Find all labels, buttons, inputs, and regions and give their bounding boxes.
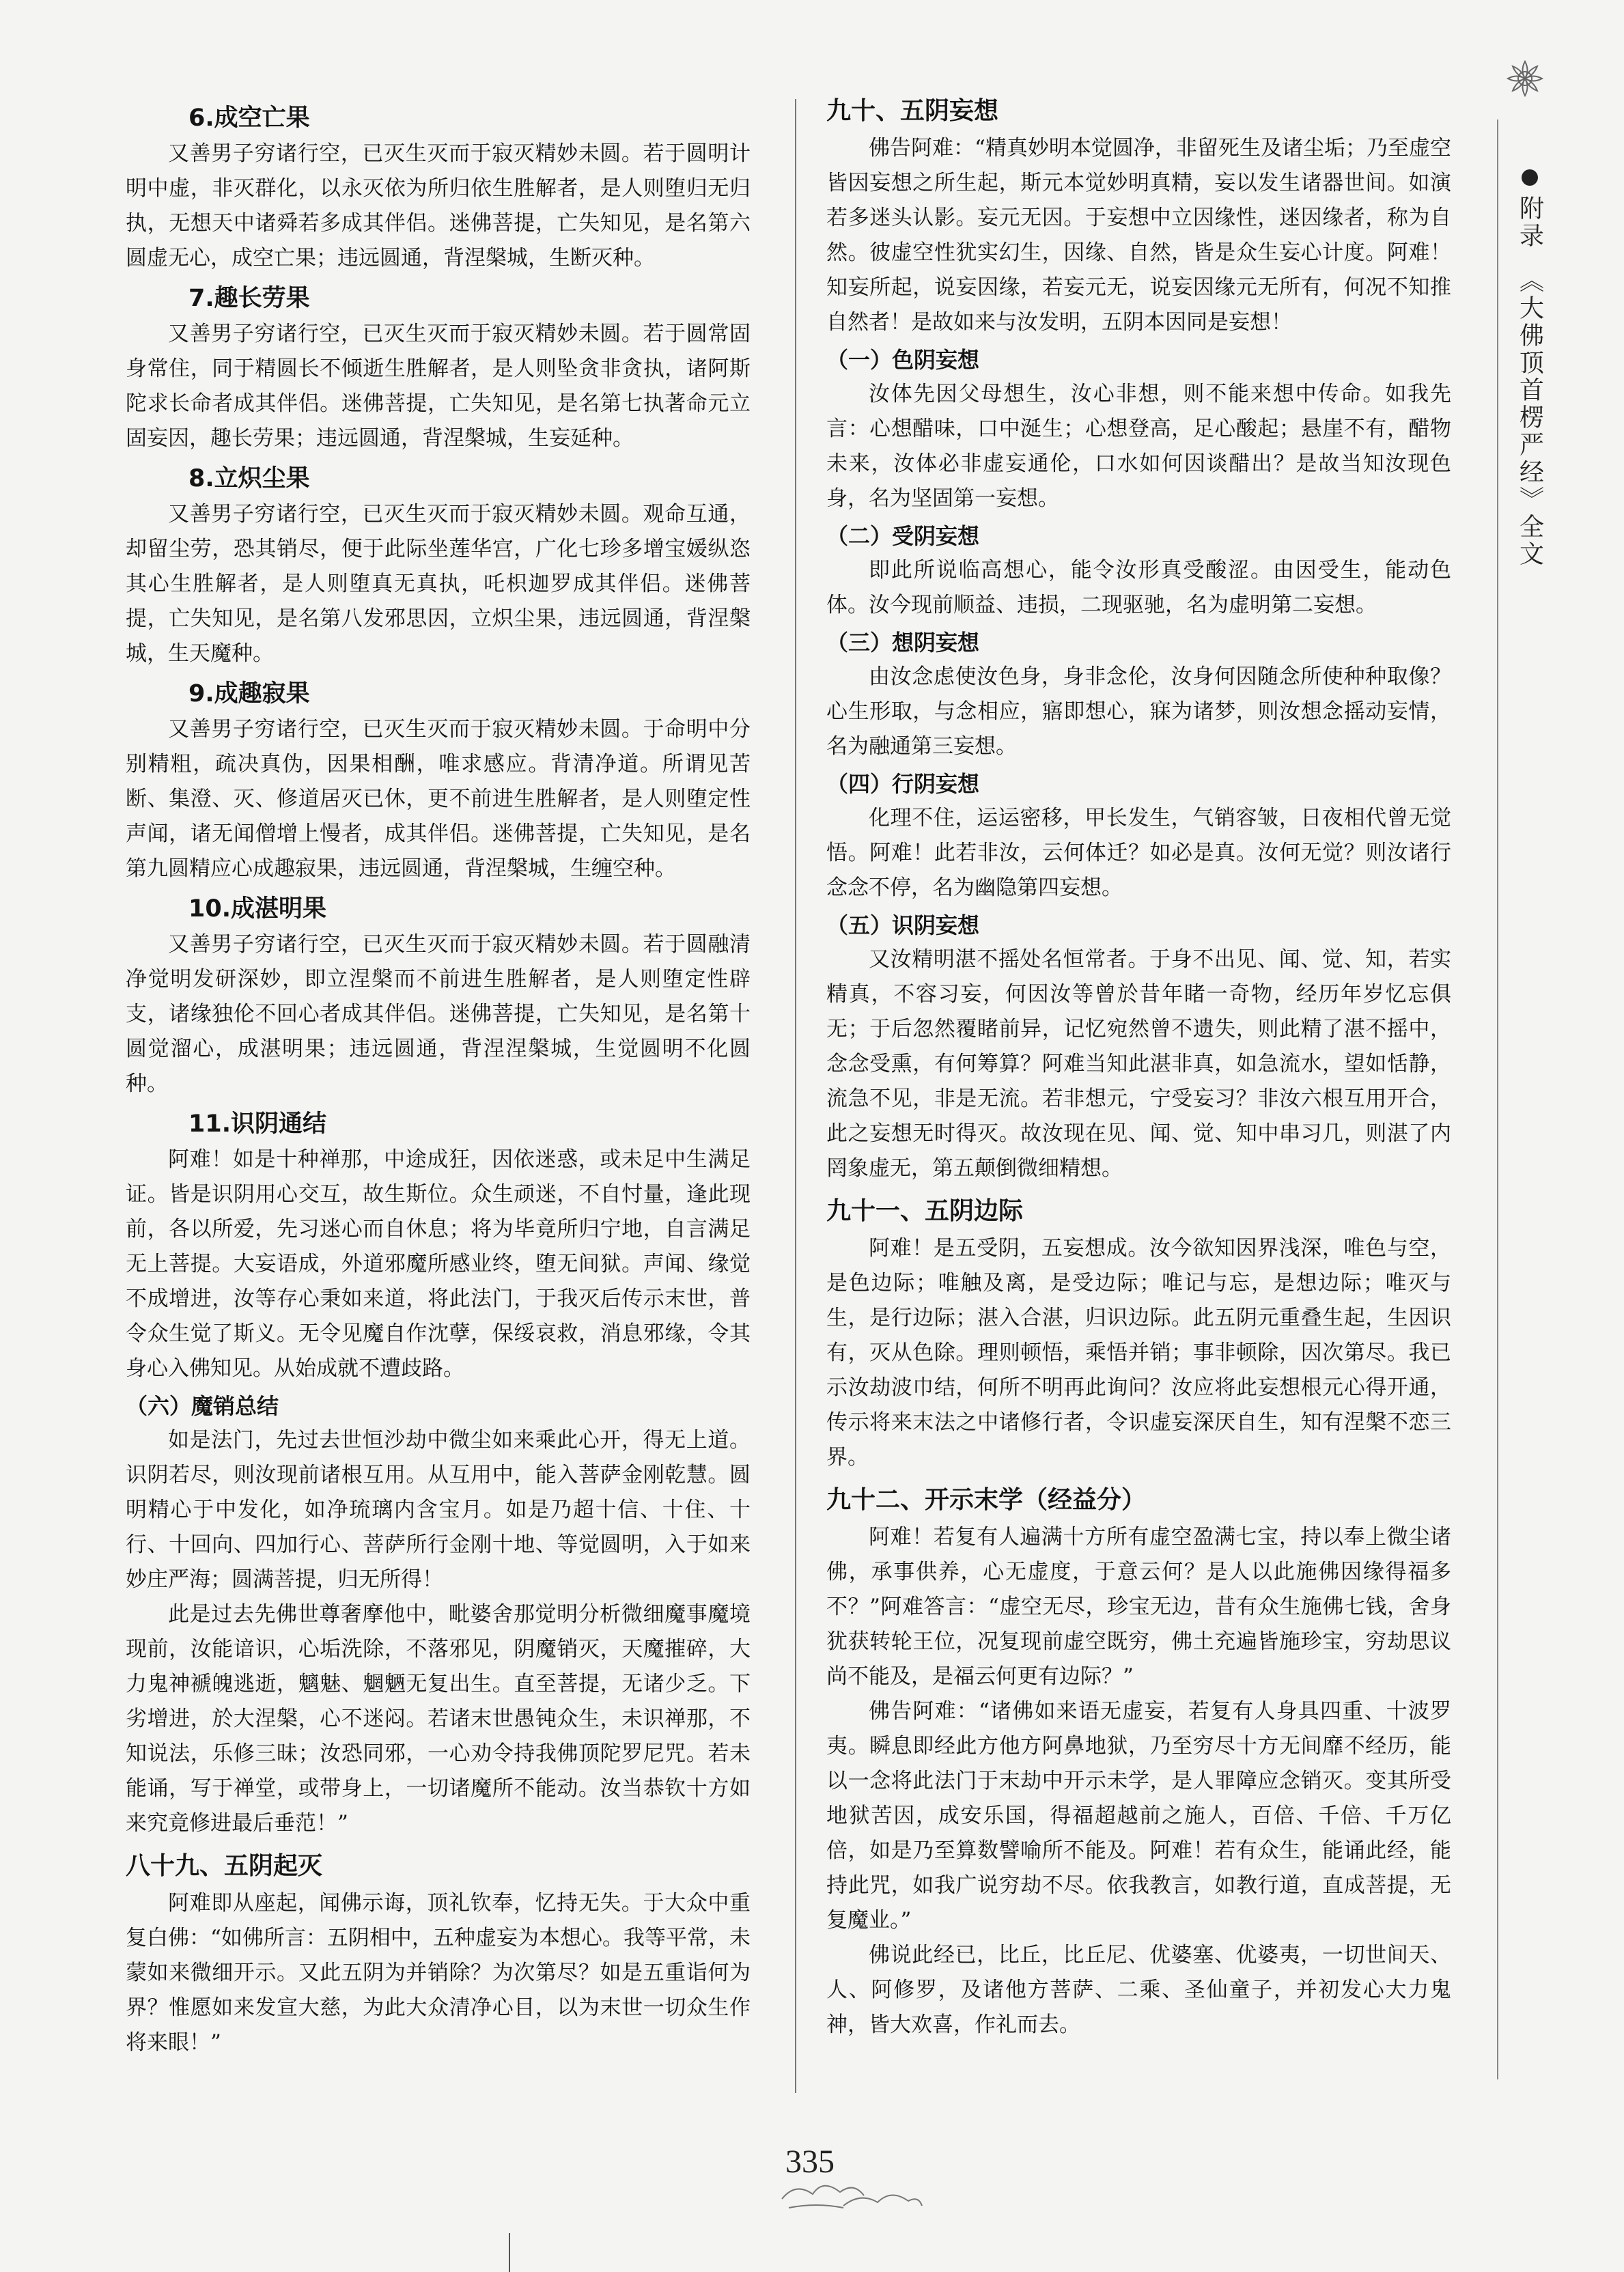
chapter-title: 九十一、五阴边际 [826,1197,1024,1225]
paragraph: 汝体先因父母想生，汝心非想，则不能来想中传命。如我先言：心想醋味，口中涎生；心想登高，足心酸起；悬崖不有，醋物未来，汝体必非虚妄通伦，口水如何因谈醋出？是故当知汝现色身，名为坚固第一妄想。 [826,382,1451,511]
right-column [826,96,1451,2043]
section-title: 7.趣长劳果 [188,285,310,312]
paragraph: 阿难！如是十种禅那，中途成狂，因依迷惑，或未足中生满足证。皆是识阴用心交互，故生斯位。众生顽迷，不自忖量，逢此现前，各以所爱，先习迷心而自休息；将为毕竟所归宁地，自言满足无上菩提。大妄语成，外道邪魔所感业终，堕无间狱。声闻、缘觉不成增进，汝等存心秉如来道，将此法门，于我灭后传示末世，普令众生觉了斯义。无令见魔自作沈孽，保绥哀救，消息邪缘，令其身心入佛知见。从始成就不遭歧路。 [126,1147,751,1381]
section-title: 8.立炽尘果 [188,465,310,492]
cloud-ornament-icon [775,2168,925,2216]
side-rule [1497,120,1498,2079]
binding-mark [509,2233,510,2272]
paragraph: 如是法门，先过去世恒沙劫中微尘如来乘此心开，得无上道。识阴若尽，则汝现前诸根互用。从互用中，能入菩萨金刚乾慧。圆明精心于中发化，如净琉璃内含宝月。如是乃超十信、十住、十行、十回向、四加行心、菩萨所行金刚十地、等觉圆明，入于如来妙庄严海；圆满菩提，归无所得！ [126,1428,751,1592]
bullet-dot-icon [1522,169,1538,186]
paragraph: 又善男子穷诸行空，已灭生灭而于寂灭精妙未圆。若于圆融清净觉明发研深妙，即立涅槃而不前进生胜解者，是人则堕定性辟支，诸缘独伦不回心者成其伴侣。迷佛菩提，亡失知见，是名第十圆觉溜心，成湛明果；违远圆通，背涅涅槃城，生觉圆明不化圆种。 [126,932,751,1096]
subsection-title: （五）识阴妄想 [826,912,980,938]
paragraph: 此是过去先佛世尊奢摩他中，毗婆舍那觉明分析微细魔事魔境现前，汝能谙识，心垢洗除，不落邪见，阴魔销灭，天魔摧碎，大力鬼神褫魄逃逝，魑魅、魍魉无复出生。直至菩提，无诸少乏。下劣增进，於大涅槃，心不迷闷。若诸末世愚钝众生，未识禅那，不知说法，乐修三昧；汝恐同邪，一心劝令持我佛顶陀罗尼咒。若未能诵，写于禅堂，或带身上，一切诸魔所不能动。汝当恭钦十方如来究竟修进最后垂范！” [126,1602,751,1836]
chapter-title: 九十二、开示末学（经益分） [826,1486,1147,1514]
chapter-title: 九十、五阴妄想 [826,97,999,125]
paragraph: 又汝精明湛不摇处名恒常者。于身不出见、闻、觉、知，若实精真，不容习妄，何因汝等曾於昔年睹一奇物，经历年岁忆忘俱无；于后忽然覆睹前异，记忆宛然曾不遗失，则此精了湛不摇中，念念受熏，有何筹算？阿难当知此湛非真，如急流水，望如恬静，流急不见，非是无流。若非想元，宁受妄习？非汝六根互用开合，此之妄想无时得灭。故汝现在见、闻、觉、知中串习几，则湛了内罔象虚无，第五颠倒微细精想。 [826,947,1451,1181]
section-title: 11.识阴通结 [188,1110,327,1138]
section-title: 10.成湛明果 [188,895,327,923]
paragraph: 佛说此经已，比丘，比丘尼、优婆塞、优婆夷，一切世间天、人、阿修罗，及诸他方菩萨、二乘、圣仙童子，并初发心大力鬼神，皆大欢喜，作礼而去。 [826,1943,1451,2037]
book-title-label: 《大佛顶首楞严经》全文 [1515,268,1544,568]
paragraph: 又善男子穷诸行空，已灭生灭而于寂灭精妙未圆。于命明中分别精粗，疏决真伪，因果相酬，唯求感应。背清净道。所谓见苦断、集澄、灭、修道居灭已休，更不前进生胜解者，是人则堕定性声闻，诸无闻僧增上慢者，成其伴侣。迷佛菩提，亡失知见，是名第九圆精应心成趣寂果，违远圆通，背涅槃城，生缠空种。 [126,717,751,881]
section-title: 6.成空亡果 [188,104,310,132]
paragraph: 由汝念虑使汝色身，身非念伦，汝身何因随念所使种种取像？心生形取，与念相应，寤即想心，寐为诸梦，则汝想念摇动妄情，名为融通第三妄想。 [826,664,1451,759]
subsection-title: （六）魔销总结 [126,1393,279,1419]
paragraph: 化理不住，运运密移，甲长发生，气销容皱，日夜相代曾无觉悟。阿难！此若非汝，云何体迁？如必是真。汝何无觉？则汝诸行念念不停，名为幽隐第四妄想。 [826,806,1451,900]
chapter-title: 八十九、五阴起灭 [126,1852,323,1880]
subsection-title: （二）受阴妄想 [826,523,980,549]
left-column [126,96,751,2060]
paragraph: 又善男子穷诸行空，已灭生灭而于寂灭精妙未圆。观命互通，却留尘劳，恐其销尽，便于此际坐莲华宫，广化七珍多增宝媛纵恣其心生胜解者，是人则堕真无真执，吒枳迦罗成其伴侣。迷佛菩提，亡失知见，是名第八发邪思因，立炽尘果，违远圆通，背涅槃城，生天魔种。 [126,502,751,666]
paragraph: 佛告阿难：“诸佛如来语无虚妄，若复有人身具四重、十波罗夷。瞬息即经此方他方阿鼻地狱，乃至穷尽十方无间靡不经历，能以一念将此法门于末劫中开示未学，是人罪障应念销灭。变其所受地狱苦因，成安乐国，得福超越前之施人，百倍、千倍、千万亿倍，如是乃至算数譬喻所不能及。阿难！若有众生，能诵此经，能持此咒，如我广说穷劫不尽。依我教言，如教行道，直成菩提，无复魔业。” [826,1699,1451,1933]
column-divider [795,99,796,2093]
appendix-label: 附录 [1515,195,1544,250]
subsection-title: （四）行阴妄想 [826,771,980,797]
paragraph: 又善男子穷诸行空，已灭生灭而于寂灭精妙未圆。若于圆常固身常住，同于精圆长不倾逝生胜解者，是人则坠贪非贪执，诸阿斯陀求长命者成其伴侣。迷佛菩提，亡失知见，是名第七执著命元立固妄因，趣长劳果；违远圆通，背涅槃城，生妄延种。 [126,322,751,451]
lotus-icon [1494,48,1556,109]
paragraph: 阿难即从座起，闻佛示诲，顶礼钦奉，忆持无失。于大众中重复白佛：“如佛所言：五阴相中，五种虚妄为本想心。我等平常，未蒙如来微细开示。又此五阴为并销除？为次第尽？如是五重诣何为界？惟愿如来发宣大慈，为此大众清净心目，以为末世一切众生作将来眼！” [126,1891,751,2055]
paragraph: 即此所说临高想心，能令汝形真受酸涩。由因受生，能动色体。汝今现前顺益、违损，二现驱驰，名为虚明第二妄想。 [826,558,1451,617]
subsection-title: （三）想阴妄想 [826,630,980,656]
paragraph: 佛告阿难：“精真妙明本觉圆净，非留死生及诸尘垢；乃至虚空皆因妄想之所生起，斯元本觉妙明真精，妄以发生诸器世间。如演若多迷头认影。妄元无因。于妄想中立因缘性，迷因缘者，称为自然。彼虚空性犹实幻生，因缘、自然，皆是众生妄心计度。阿难！知妄所起，说妄因缘，若妄元无，说妄因缘元无所有，何况不知推自然者！是故如来与汝发明，五阴本因同是妄想！ [826,136,1451,335]
paragraph: 阿难！若复有人遍满十方所有虚空盈满七宝，持以奉上微尘诸佛，承事供养，心无虚度，于意云何？是人以此施佛因缘得福多不？”阿难答言：“虚空无尽，珍宝无边，昔有众生施佛七钱，舍身犹获转轮王位，况复现前虚空既穷，佛土充遍皆施珍宝，穷劫思议尚不能及，是福云何更有边际？” [826,1525,1451,1689]
subsection-title: （一）色阴妄想 [826,347,980,373]
side-running-head [1506,169,1554,568]
section-title: 9.成趣寂果 [188,680,310,707]
paragraph: 又善男子穷诸行空，已灭生灭而于寂灭精妙未圆。若于圆明计明中虚，非灭群化，以永灭依为所归依生胜解者，是人则堕归无归执，无想天中诸舜若多成其伴侣。迷佛菩提，亡失知见，是名第六圆虚无心，成空亡果；违远圆通，背涅槃城，生断灭种。 [126,141,751,270]
paragraph: 阿难！是五受阴，五妄想成。汝今欲知因界浅深，唯色与空，是色边际；唯触及离，是受边际；唯记与忘，是想边际；唯灭与生，是行边际；湛入合湛，归识边际。此五阴元重叠生起，生因识有，灭从色除。理则顿悟，乘悟并销；事非顿除，因次第尽。我已示汝劫波巾结，何所不明再此询问？汝应将此妄想根元心得开通，传示将来末法之中诸修行者，令识虚妄深厌自生，知有涅槃不恋三界。 [826,1236,1451,1470]
page-number: 335 [785,2144,835,2180]
